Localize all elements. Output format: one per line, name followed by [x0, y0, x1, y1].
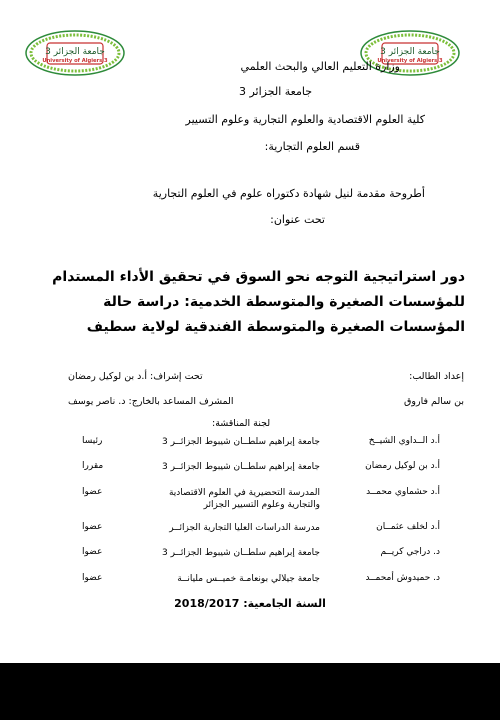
member-institution: المدرسة التحضيرية في العلوم الاقتصادية والتجارية وعلوم التسيير الجزائر: [168, 488, 320, 510]
member-role: عضوا: [82, 487, 103, 497]
committee-member-row: [0, 461, 500, 485]
committee-member-row: [0, 547, 500, 571]
member-name: د. حميدوش أمحمــد: [365, 573, 440, 583]
member-role: عضوا: [82, 573, 103, 583]
faculty-name: كلية العلوم الاقتصادية والعلوم التجارية وعلوم التسيير: [185, 113, 425, 126]
logo-arabic-text: جامعة الجزائر 3: [45, 47, 105, 57]
degree-line: أطروحة مقدمة لنيل شهادة دكتوراه علوم في العلوم التجارية: [152, 187, 425, 200]
member-institution: جامعة إبراهيم سلطــان شيبوط الجزائــر 3: [162, 437, 320, 447]
committee-member-row: [0, 436, 500, 460]
supervisor-line: تحت إشراف: أ.د بن لوكيل رمضان: [68, 371, 203, 382]
member-role: عضوا: [82, 547, 103, 557]
title-intro: تحت عنوان:: [270, 213, 325, 226]
bottom-black-band: [0, 663, 500, 720]
university-name: جامعة الجزائر 3: [238, 85, 312, 98]
member-institution: جامعة جيلالي بونعامـة خميــس مليانــة: [177, 574, 320, 584]
co-supervisor-line: المشرف المساعد بالخارج: د. ناصر يوسف: [68, 396, 234, 407]
logo-arabic-text: جامعة الجزائر 3: [380, 47, 440, 57]
committee-member-row: [0, 487, 500, 521]
member-institution: جامعة إبراهيم سلطــان شيبوط الجزائــر 3: [162, 462, 320, 472]
member-name: أ.د الــداوي الشيــخ: [368, 436, 440, 446]
member-name: أ.د لخلف عثمــان: [376, 522, 440, 532]
committee-member-row: [0, 573, 500, 597]
logo-latin-text: University of Algiers 3: [377, 58, 443, 64]
student-label: إعداد الطالب:: [409, 371, 464, 382]
committee-member-row: [0, 522, 500, 546]
university-logo-left: [25, 30, 125, 76]
student-name: بن سالم فاروق: [404, 396, 464, 407]
department-name: قسم العلوم التجارية:: [264, 140, 360, 153]
member-role: رئيسا: [82, 436, 103, 446]
academic-year: السنة الجامعية: 2018/2017: [174, 597, 326, 610]
logo-latin-text: University of Algiers 3: [42, 58, 108, 64]
member-name: أ.د بن لوكيل رمضان: [365, 461, 440, 471]
member-role: عضوا: [82, 522, 103, 532]
member-name: د. دراجي كريــم: [380, 547, 440, 557]
member-institution: مدرسة الدراسات العليا التجارية الجزائــر: [169, 523, 320, 533]
ministry-name: وزارة التعليم العالي والبحث العلمي: [240, 60, 400, 73]
member-role: مقررا: [82, 461, 104, 471]
member-institution: جامعة إبراهيم سلطــان شيبوط الجزائــر 3: [162, 548, 320, 558]
committee-heading: لجنة المناقشة:: [212, 418, 271, 429]
member-name: أ.د حشماوي محمــد: [366, 487, 440, 497]
thesis-title: دور استراتيجية التوجه نحو السوق في تحقيق الأداء المستدام للمؤسسات الصغيرة والمتوسطة الخدمية: دراسة حالة المؤسسات الصغيرة والمتوسطة الفندقية لولاية سطيف: [52, 269, 465, 335]
